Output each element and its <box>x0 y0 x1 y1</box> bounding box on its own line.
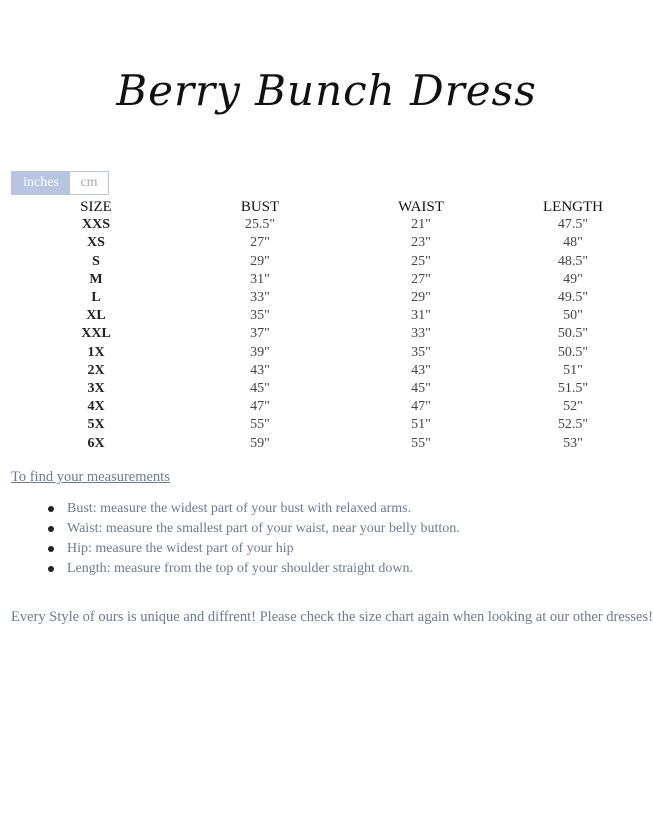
size-cell: S <box>92 253 100 269</box>
table-row <box>11 344 643 362</box>
waist-cell: 43" <box>411 362 431 378</box>
waist-cell: 47" <box>411 399 431 415</box>
tip-text: Length: measure from the top of your shoulder straight down. <box>67 561 414 576</box>
table-row <box>11 362 643 380</box>
size-cell: 6X <box>87 435 105 451</box>
bust-cell: 29" <box>250 253 270 269</box>
tip-text: Bust: measure the widest part of your bust with relaxed arms. <box>67 501 412 516</box>
bust-cell: 55" <box>250 417 270 433</box>
length-cell: 50.5" <box>557 326 589 342</box>
header-waist: WAIST <box>398 199 444 216</box>
bust-cell: 59" <box>250 435 270 451</box>
tip-text: Waist: measure the smallest part of your waist, near your belly button. <box>67 521 460 536</box>
bullet-icon <box>48 506 54 512</box>
header-length: LENGTH <box>543 199 603 216</box>
bust-cell: 43" <box>250 362 270 378</box>
waist-cell: 29" <box>411 290 431 306</box>
waist-cell: 33" <box>411 326 431 342</box>
table-row <box>11 398 643 416</box>
waist-cell: 23" <box>411 235 431 251</box>
bust-cell: 37" <box>250 326 270 342</box>
bust-cell: 25.5" <box>244 217 276 233</box>
table-row <box>11 289 643 307</box>
bust-cell: 45" <box>250 380 270 396</box>
size-cell: XS <box>87 235 105 251</box>
size-cell: XXS <box>81 217 110 233</box>
header-size: SIZE <box>80 199 112 216</box>
page-title: Berry Bunch Dress <box>116 66 537 115</box>
unit-cm-button[interactable]: cm <box>70 172 108 194</box>
length-cell: 51.5" <box>557 380 589 396</box>
bust-cell: 27" <box>250 235 270 251</box>
table-row <box>11 234 643 252</box>
length-cell: 52" <box>563 399 583 415</box>
size-cell: 1X <box>87 344 105 360</box>
size-cell: M <box>89 271 103 287</box>
bust-cell: 35" <box>250 308 270 324</box>
length-cell: 49" <box>563 271 583 287</box>
table-row <box>11 216 643 234</box>
bust-cell: 33" <box>250 290 270 306</box>
unit-toggle <box>11 171 109 195</box>
size-cell: XL <box>86 308 106 324</box>
header-bust: BUST <box>240 199 280 216</box>
table-row <box>11 434 643 452</box>
bullet-icon <box>48 546 54 552</box>
waist-cell: 21" <box>411 217 431 233</box>
waist-cell: 45" <box>411 380 431 396</box>
measurements-link[interactable]: To find your measurements <box>11 469 170 485</box>
length-cell: 50.5" <box>557 344 589 360</box>
table-row <box>11 253 643 271</box>
length-cell: 50" <box>563 308 583 324</box>
table-row <box>11 325 643 343</box>
bust-cell: 31" <box>250 271 270 287</box>
waist-cell: 31" <box>411 308 431 324</box>
size-cell: L <box>91 290 101 306</box>
table-row <box>11 416 643 434</box>
tip-text: Hip: measure the widest part of your hip <box>67 541 294 556</box>
bust-cell: 47" <box>250 399 270 415</box>
bullet-icon <box>48 526 54 532</box>
waist-cell: 35" <box>411 344 431 360</box>
list-item <box>67 539 460 559</box>
unit-inches-button[interactable]: inches <box>12 172 70 194</box>
length-cell: 47.5" <box>557 217 589 233</box>
bullet-icon <box>48 566 54 572</box>
measurement-tips-list <box>48 499 460 579</box>
size-chart-table <box>11 198 643 453</box>
waist-cell: 55" <box>411 435 431 451</box>
length-cell: 52.5" <box>557 417 589 433</box>
size-cell: 3X <box>87 380 105 396</box>
table-row <box>11 307 643 325</box>
footer-note: Every Style of ours is unique and diffrent! Please check the size chart again when looking at our other dresses! <box>11 609 653 625</box>
size-cell: 5X <box>87 417 105 433</box>
waist-cell: 51" <box>411 417 431 433</box>
waist-cell: 27" <box>411 271 431 287</box>
size-cell: 2X <box>87 362 105 378</box>
bust-cell: 39" <box>250 344 270 360</box>
size-cell: 4X <box>87 399 105 415</box>
size-cell: XXL <box>81 326 111 342</box>
waist-cell: 25" <box>411 253 431 269</box>
length-cell: 48.5" <box>557 253 589 269</box>
table-row <box>11 380 643 398</box>
length-cell: 49.5" <box>557 290 589 306</box>
length-cell: 51" <box>563 362 583 378</box>
length-cell: 53" <box>563 435 583 451</box>
list-item <box>67 499 460 519</box>
list-item <box>67 519 460 539</box>
length-cell: 48" <box>563 235 583 251</box>
table-header-row <box>11 198 643 216</box>
list-item <box>67 559 460 579</box>
table-row <box>11 271 643 289</box>
